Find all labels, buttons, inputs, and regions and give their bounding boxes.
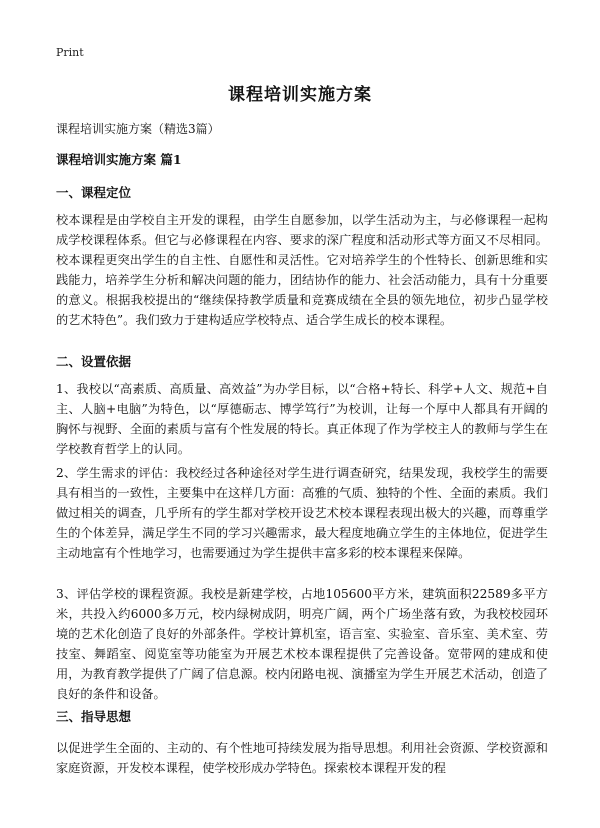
print-link[interactable]: Print (56, 46, 84, 59)
page-title: 课程培训实施方案 (228, 85, 372, 105)
paragraph-basis-2: 2、学生需求的评估：我校经过各种途径对学生进行调查研究，结果发现，我校学生的需要具有相当的一致性，主要集中在这样几方面：高雅的气质、独特的个性、全面的素质。我们做过相关的调查，几乎所有的学生都对学校开设艺术校本课程表现出极大的兴趣，而尊重学生的个体差异，满足学生不同的学习兴趣需求，最大程度地确立学生的主体地位，促进学生主动地富有个性地学习，也需要通过为学生提供丰富多彩的校本课程来保障。 (56, 466, 548, 560)
section-heading-basis: 二、设置依据 (56, 354, 132, 369)
paragraph-basis-3: 3、评估学校的课程资源。我校是新建学校，占地105600平方米，建筑面积22589多平方米，共投入约6000多万元，校内绿树成阴，明亮广阔，两个广场坐落有致，为我校校园环境的艺术化创造了良好的外部条件。学校计算机室，语言室、实验室、音乐室、美术室、劳技室、舞蹈室、阅览室等功能室为开展艺术校本课程提供了完善设备。宽带网的建成和使用，为教育教学提供了广阔了信息源。校内闭路电视、演播室为学生开展艺术活动，创造了良好的条件和设备。 (56, 587, 548, 701)
section-heading-positioning: 一、课程定位 (56, 185, 132, 200)
paragraph-guiding: 以促进学生全面的、主动的、有个性地可持续发展为指导思想。利用社会资源、学校资源和家庭资源，开发校本课程，使学校形成办学特色。探索校本课程开发的程 (56, 741, 548, 775)
document-subtitle: 课程培训实施方案（精选3篇） (56, 122, 220, 136)
chapter-heading: 课程培训实施方案 篇1 (56, 152, 182, 167)
paragraph-positioning: 校本课程是由学校自主开发的课程，由学生自愿参加，以学生活动为主，与必修课程一起构成学校课程体系。但它与必修课程在内容、要求的深广程度和活动形式等方面又不尽相同。校本课程更突出学生的自主性、自愿性和灵活性。它对培养学生的个性特长、创新思维和实践能力，培养学生分析和解决问题的能力，团结协作的能力、社会活动能力，具有十分重要的意义。根据我校提出的“继续保持教学质量和竞赛成绩在全县的领先地位，初步凸显学校的艺术特色”。我们致力于建构适应学校特点、适合学生成长的校本课程。 (56, 213, 548, 327)
paragraph-basis-1: 1、我校以“高素质、高质量、高效益”为办学目标，以“合格+特长、科学+人文、规范+自主、人脑+电脑”为特色，以“厚德砺志、博学笃行”为校训，让每一个厚中人都具有开阔的胸怀与视野、全面的素质与富有个性发展的特长。真正体现了作为学校主人的教师与学生在学校教育哲学上的认同。 (56, 382, 548, 456)
section-heading-guiding: 三、指导思想 (56, 709, 132, 724)
